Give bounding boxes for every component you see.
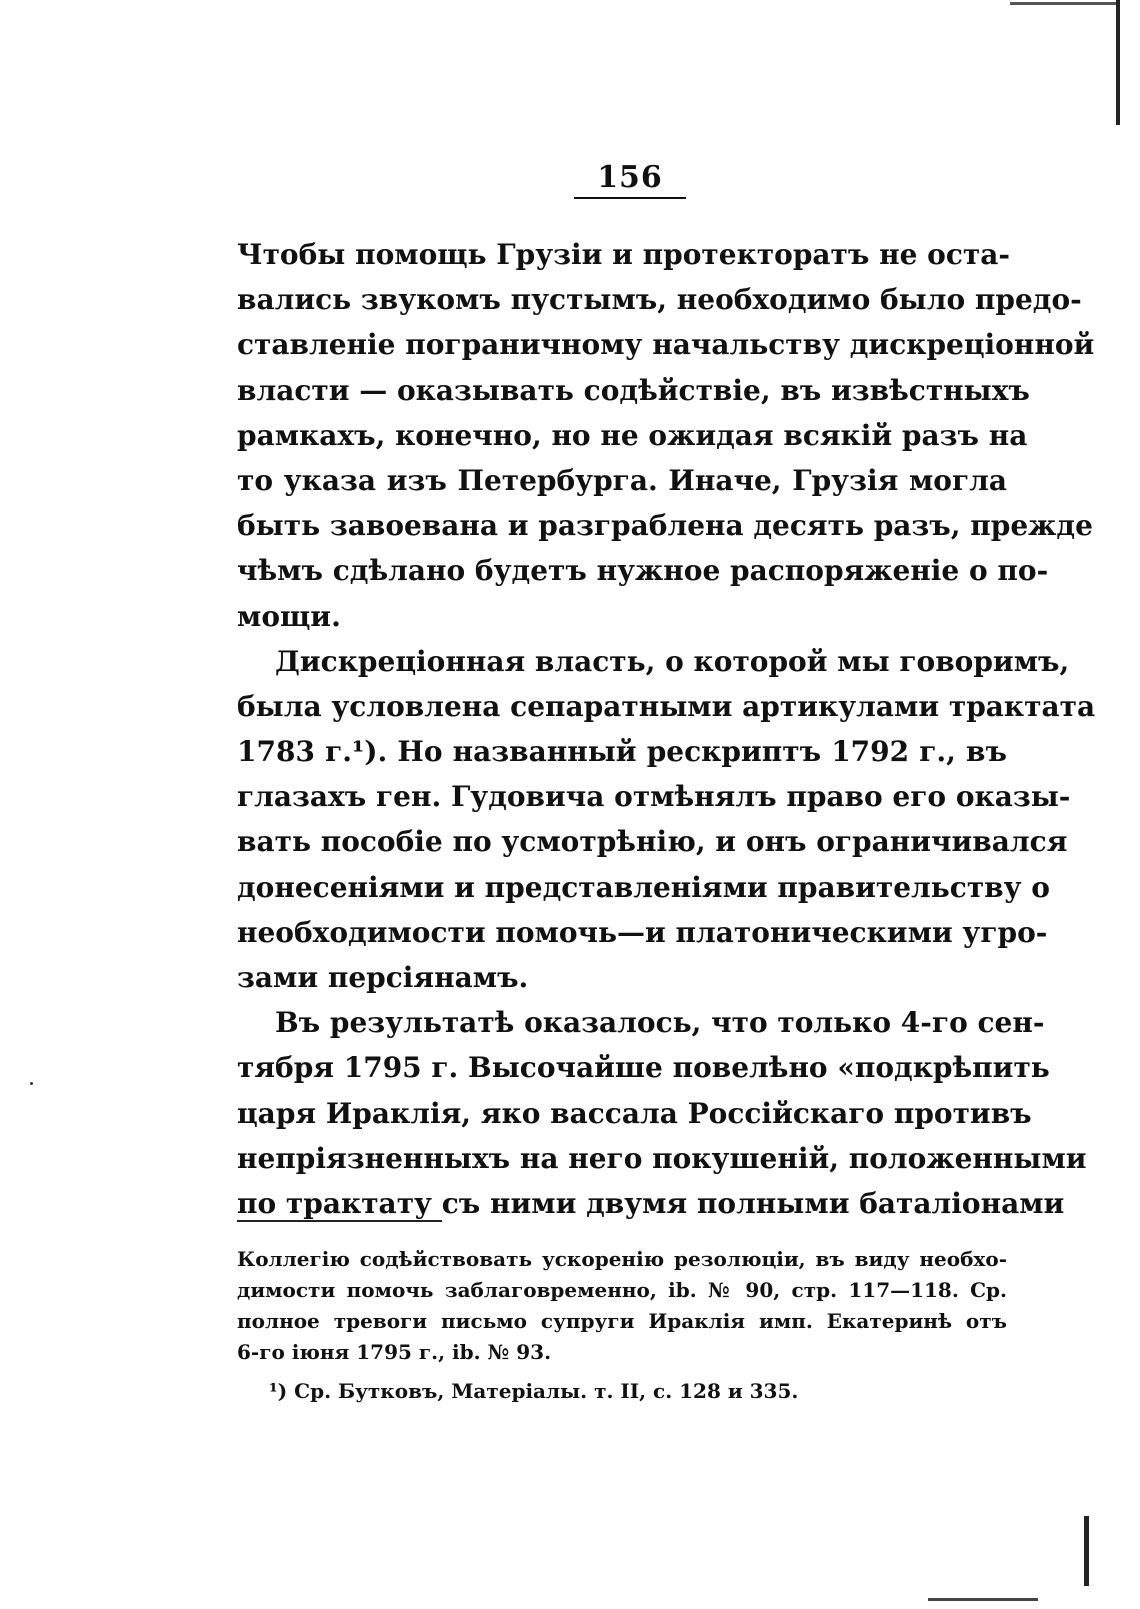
footnote-line: Коллегію содѣйствовать ускоренію резолюціи, въ виду необхо- <box>237 1247 1007 1271</box>
footnote-line: полное тревоги письмо супруги Ираклія имп. Екатеринѣ отъ <box>237 1309 1007 1333</box>
scan-edge-right <box>1116 0 1120 125</box>
text-line: была условлена сепаратными артикулами трактата <box>237 689 1096 723</box>
text-line: власти — оказывать содѣйствіе, въ извѣстныхъ <box>237 373 1030 407</box>
footnote-line: димости помочь заблаговременно, ib. № 90, стр. 117—118. Ср. <box>237 1278 1007 1302</box>
scan-speck <box>30 1082 33 1085</box>
page-number: 156 <box>597 160 663 195</box>
text-line: быть завоевана и разграблена десять разъ, прежде <box>237 509 1093 543</box>
text-line: донесеніями и представленіями правительству о <box>237 870 1050 904</box>
scan-edge-bottom <box>928 1598 1038 1601</box>
text-line: вались звукомъ пустымъ, необходимо было предо- <box>237 283 1082 317</box>
scan-edge-top <box>1010 2 1118 5</box>
text-line: по трактату съ ними двумя полными баталіонами <box>237 1186 1065 1220</box>
text-line: царя Ираклія, яко вассала Россійскаго противъ <box>237 1096 1032 1130</box>
text-line: зами персіянамъ. <box>237 961 529 994</box>
body-text <box>237 232 1096 1226</box>
text-line: тября 1795 г. Высочайше повелѣно «подкрѣпить <box>237 1051 1050 1085</box>
text-line: Дискреціонная власть, о которой мы говоримъ, <box>275 644 1070 678</box>
page-number-rule <box>574 197 686 199</box>
text-line: рамкахъ, конечно, но не ожидая всякій разъ на <box>237 418 1028 452</box>
text-line: вать пособіе по усмотрѣнію, и онъ ограничивался <box>237 825 1068 859</box>
text-line: непріязненныхъ на него покушеній, положенными <box>237 1141 1087 1175</box>
footnote-line: 6-го іюня 1795 г., ib. № 93. <box>237 1340 552 1364</box>
text-line: 1783 г.¹). Но названный рескриптъ 1792 г., въ <box>237 735 1007 769</box>
text-line: чѣмъ сдѣлано будетъ нужное распоряженіе о по- <box>237 554 1049 588</box>
scan-edge-bottom-right <box>1084 1516 1089 1586</box>
text-line: глазахъ ген. Гудовича отмѣнялъ право его оказы- <box>237 780 1071 814</box>
footnote-line: ¹) Ср. Бутковъ, Матеріалы. т. II, с. 128 и 335. <box>269 1379 799 1403</box>
text-line: ставленіе пограничному начальству дискреціонной <box>237 328 1095 362</box>
text-line: то указа изъ Петербурга. Иначе, Грузія могла <box>237 463 1007 497</box>
footnotes <box>237 1244 1007 1407</box>
text-line: Въ результатѣ оказалось, что только 4-го сен- <box>275 1006 1045 1040</box>
text-line: необходимости помочь—и платоническими угро- <box>237 915 1048 949</box>
text-line: Чтобы помощь Грузіи и протекторатъ не оста- <box>237 238 1011 271</box>
text-line: мощи. <box>237 599 341 633</box>
footnote-rule <box>237 1220 442 1222</box>
